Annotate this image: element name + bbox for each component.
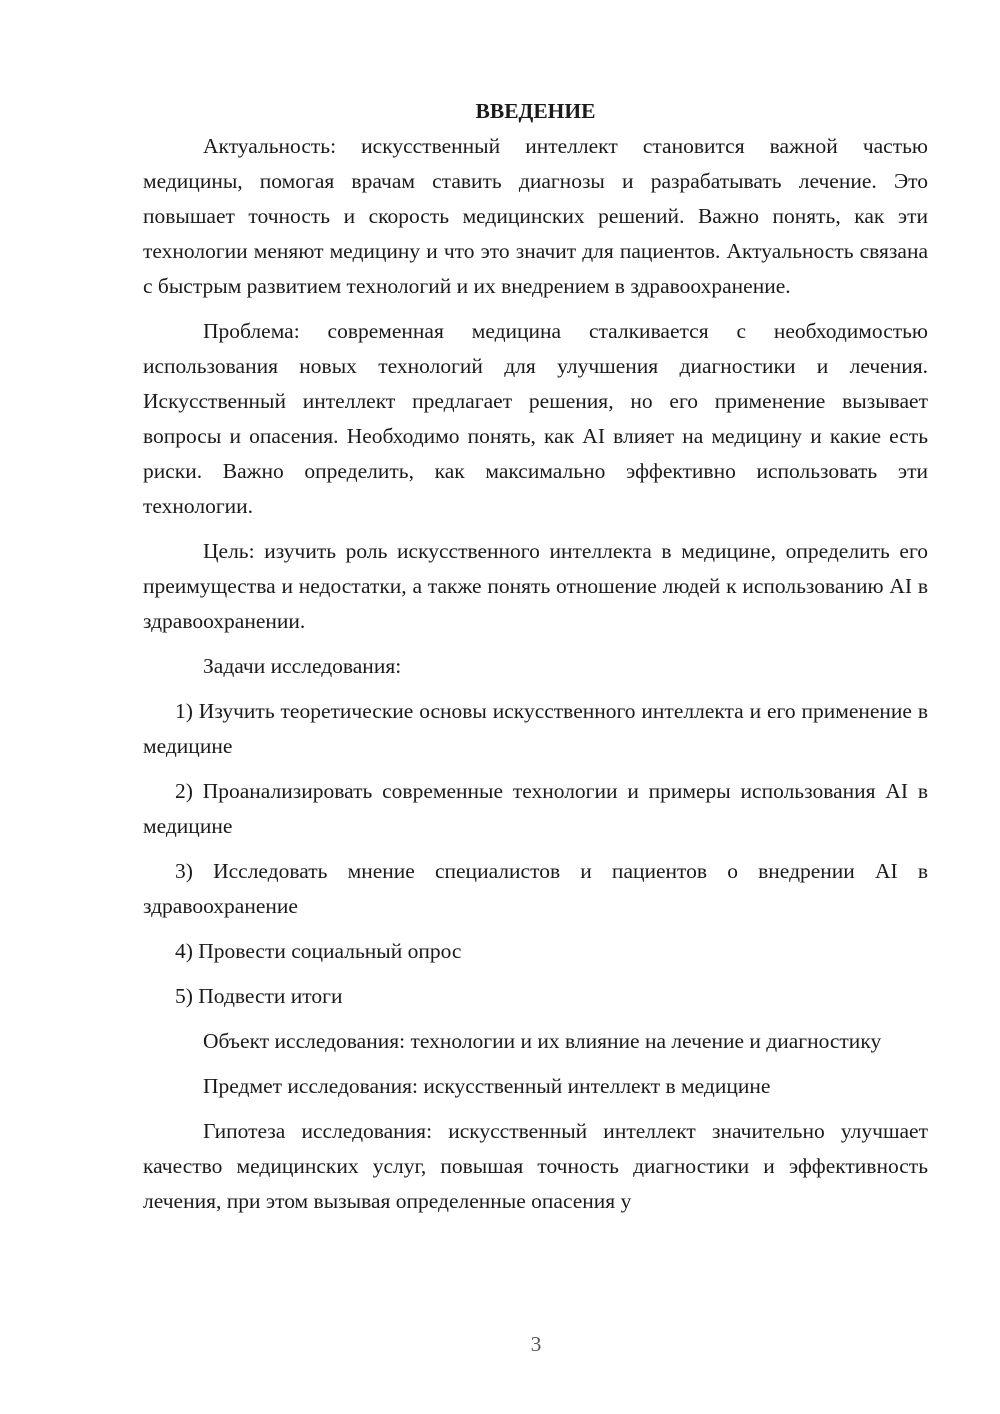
tasks-heading: Задачи исследования:: [203, 654, 402, 678]
paragraph-relevance: Актуальность: искусственный интеллект становится важной частью медицины, помогая врачам ставить диагнозы и разрабатывать лечение. Это повышает точность и скорость медицинских решений. Важно понять, как эти технологии меняют медицину и что это значит для пациентов. Актуальность связана с быстрым развитием технологий и их внедрением в здравоохранение.: [143, 134, 928, 298]
task-item-5: 5) Подвести итоги: [175, 984, 343, 1008]
document-page: [143, 90, 928, 1219]
paragraph-object: Объект исследования: технологии и их влияние на лечение и диагностику: [203, 1029, 882, 1053]
paragraph-hypothesis: Гипотеза исследования: искусственный интеллект значительно улучшает качество медицинских услуг, повышая точность диагностики и эффективность лечения, при этом вызывая определенные опасения у: [143, 1119, 928, 1213]
page-number: 3: [530, 1332, 542, 1356]
task-item-1: 1) Изучить теоретические основы искусственного интеллекта и его применение в медицине: [143, 699, 928, 758]
paragraph-problem: Проблема: современная медицина сталкивается с необходимостью использования новых технологий для улучшения диагностики и лечения. Искусственный интеллект предлагает решения, но его применение вызывает вопросы и опасения. Необходимо понять, как AI влияет на медицину и какие есть риски. Важно определить, как максимально эффективно использовать эти технологии.: [143, 319, 928, 518]
task-item-4: 4) Провести социальный опрос: [175, 939, 462, 963]
paragraph-goal: Цель: изучить роль искусственного интеллекта в медицине, определить его преимущества и недостатки, а также понять отношение людей к использованию AI в здравоохранении.: [143, 539, 928, 633]
task-item-3: 3) Исследовать мнение специалистов и пациентов о внедрении AI в здравоохранение: [143, 859, 928, 918]
task-item-2: 2) Проанализировать современные технологии и примеры использования AI в медицине: [143, 779, 928, 838]
paragraph-subject: Предмет исследования: искусственный интеллект в медицине: [203, 1074, 771, 1098]
document-title: ВВЕДЕНИЕ: [475, 99, 596, 123]
